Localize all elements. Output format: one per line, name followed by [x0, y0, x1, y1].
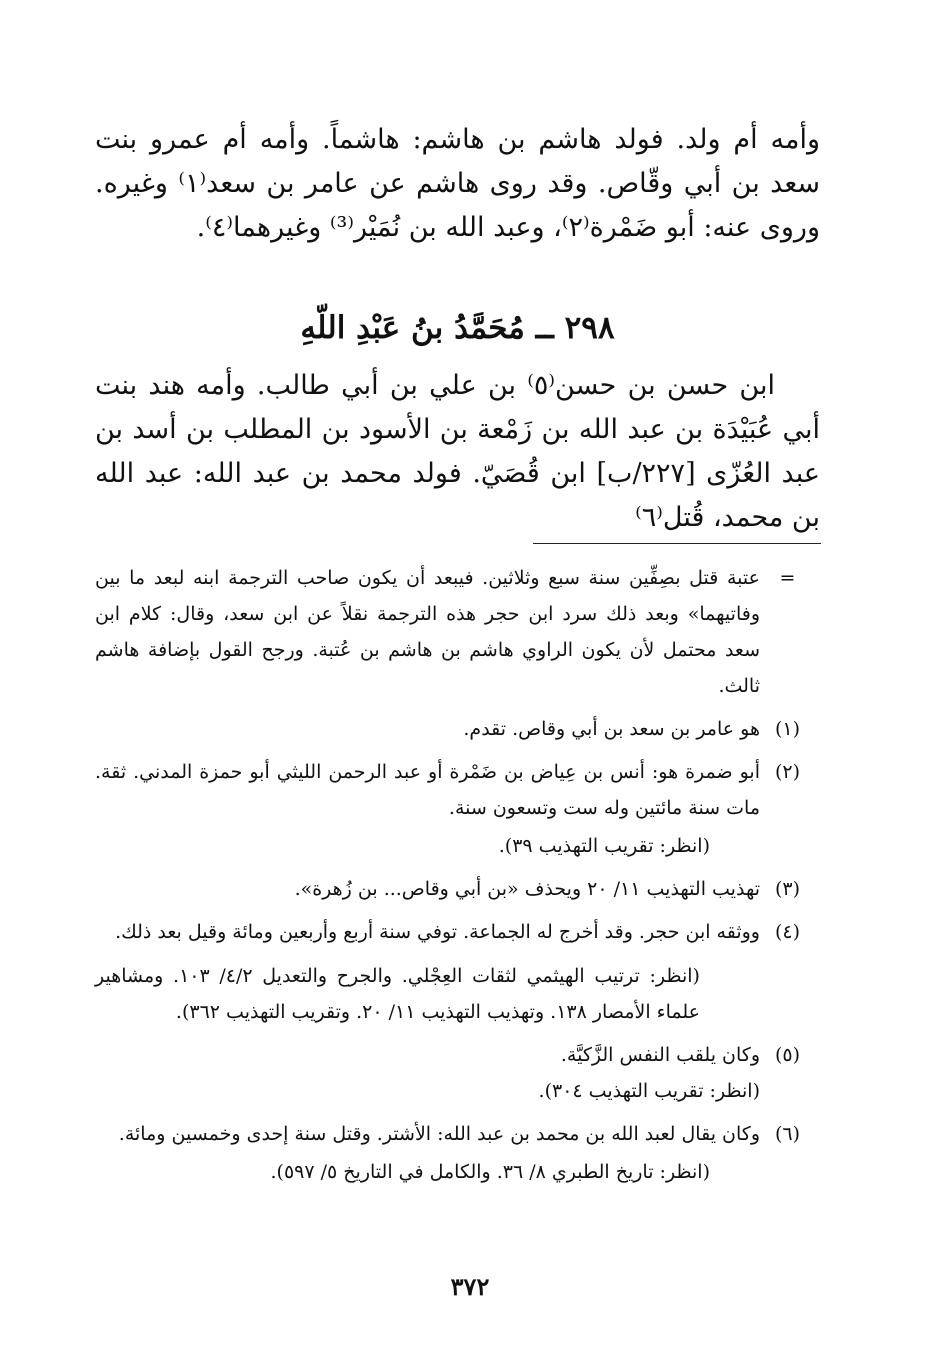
footnote-citation: (انظر: ترتيب الهيثمي لثقات العِجْلي. والجرح والتعديل ٤/٢/ ١٠٣. ومشاهير علماء الأمصار ١٣٨. وتهذيب التهذيب ١١/ ٢٠. وتقريب التهذيب ٣٦٢). — [95, 965, 700, 1023]
footnote-separator — [533, 543, 821, 544]
footnote-citation: (انظر: تقريب التهذيب ٣٩). — [498, 835, 710, 857]
footnote-continuation — [95, 560, 815, 704]
footnote-text: عتبة قتل بصِفِّين سنة سبع وثلاثين. فيبعد أن يكون صاحب الترجمة ابنه لبعد ما بين وفاتيهما» وبعد ذلك سرد ابن حجر هذه الترجمة نقلاً عن ابن سعد، وقال: كلام ابن سعد محتمل لأن يكون الراوي هاشم بن هاشم بن عُتبة. ورجح القول بإضافة هاشم ثالث. — [95, 567, 760, 697]
footnote-marker: (٣) — [774, 878, 801, 900]
footnote-text: أبو ضمرة هو: أنس بن عِياض بن ضَمْرة أو عبد الرحمن الليثي أبو حمزة المدني. ثقة. مات سنة مائتين وله ست وتسعون سنة. — [95, 761, 760, 819]
footnote-citation: (انظر: تقريب التهذيب ٣٠٤). — [538, 1080, 760, 1102]
footnote-body — [95, 871, 760, 907]
footnote-body — [95, 1116, 760, 1190]
footnote-5 — [95, 1037, 815, 1109]
footnote-1 — [95, 711, 815, 747]
entry-title: ٢٩٨ ــ مُحَمَّدُ بنُ عَبْدِ اللّهِ — [300, 310, 615, 346]
footnote-text: تهذيب التهذيب ١١/ ٢٠ ويحذف «بن أبي وقاص... بن زُهرة». — [294, 878, 760, 900]
footnote-text: وكان يقال لعبد الله بن محمد بن عبد الله: الأشتر. وقتل سنة إحدى وخمسين ومائة. — [118, 1123, 760, 1145]
footnote-marker: (١) — [774, 718, 801, 740]
footnote-text: هو عامر بن سعد بن أبي وقاص. تقدم. — [463, 718, 760, 740]
footnote-marker: (٦) — [774, 1123, 801, 1145]
footnote-3 — [95, 871, 815, 907]
footnote-6 — [95, 1116, 815, 1190]
footnote-body — [95, 754, 760, 864]
entry-paragraph: ابن حسن بن حسن⁽٥⁾ بن علي بن أبي طالب. وأمه هند بنت أبي عُبَيْدَة بن عبد الله بن زَمْعة بن الأسود بن المطلب بن أسد بن عبد العُزّى [٢٢٧/ب] ابن قُصَيّ. فولد محمد بن عبد الله: عبد الله بن محمد، قُتل⁽٦⁾ — [95, 370, 820, 533]
intro-paragraph: وأمه أم ولد. فولد هاشم بن هاشم: هاشماً. وأمه أم عمرو بنت سعد بن أبي وقّاص. وقد روى هاشم عن عامر بن سعد⁽١⁾ وغيره. وروى عنه: أبو ضَمْرة⁽٢⁾، وعبد الله بن نُمَيْر⁽³⁾ وغيرهما⁽٤⁾. — [95, 124, 820, 243]
footnote-marker: (٥) — [774, 1044, 801, 1066]
footnote-4 — [95, 914, 815, 1030]
page-number: ٣٧٢ — [450, 1272, 490, 1301]
footnote-marker: (٢) — [774, 761, 801, 783]
footnote-body — [95, 914, 760, 1030]
footnote-text: ووثقه ابن حجر. وقد أخرج له الجماعة. توفي سنة أربع وأربعين ومائة وقيل بعد ذلك. — [115, 921, 760, 943]
footnote-body — [95, 560, 760, 704]
footnote-body — [95, 711, 760, 747]
footnotes-section — [95, 560, 815, 1197]
footnote-marker: (٤) — [774, 921, 801, 943]
footnote-citation: (انظر: تاريخ الطبري ٨/ ٣٦. والكامل في التاريخ ٥/ ٥٩٧). — [270, 1161, 710, 1183]
footnote-marker: = — [779, 567, 796, 589]
footnote-body — [95, 1037, 760, 1109]
footnote-text: وكان يلقب النفس الزَّكيَّة. — [560, 1044, 760, 1066]
footnote-2 — [95, 754, 815, 864]
